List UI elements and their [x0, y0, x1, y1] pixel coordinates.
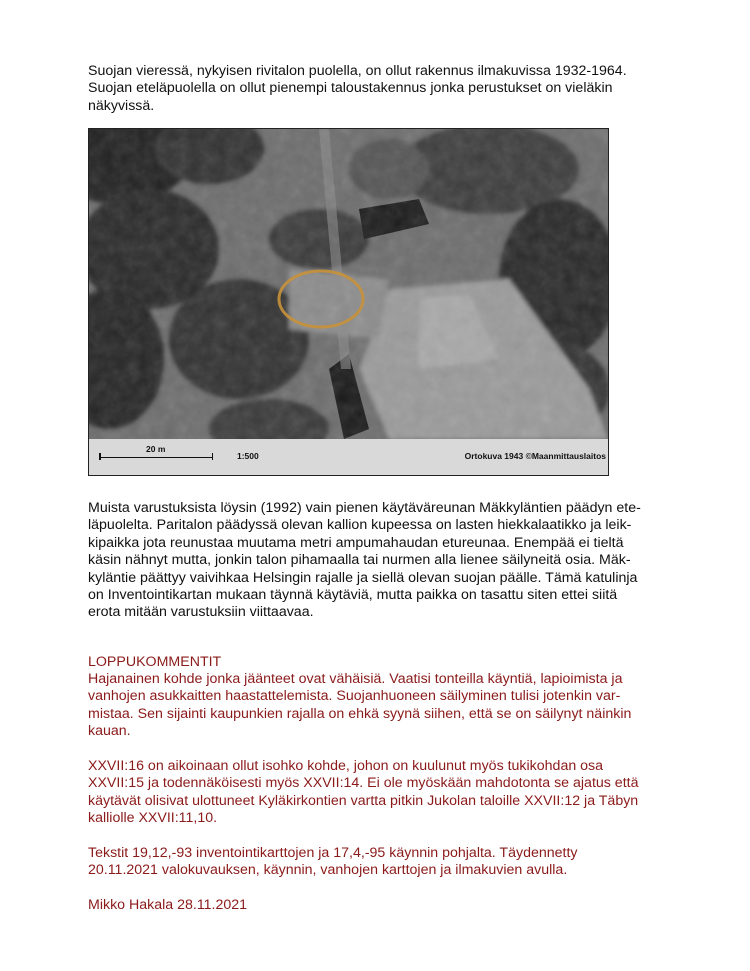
scale-ratio: 1:500: [237, 451, 259, 461]
author-signature: Mikko Hakala 28.11.2021: [88, 897, 248, 913]
comment-paragraph: [88, 845, 673, 880]
comment-paragraph: [88, 671, 673, 741]
text-line: kyläntie päättyy vaivihkaa Helsingin rajalle ja siellä olevan suojan päälle. Tämä katulinja: [88, 569, 638, 586]
text-line: erota mitään varustuksiin viittaavaa.: [88, 604, 314, 621]
text-line: Hajanainen kohde jonka jäänteet ovat vähäisiä. Vaatisi tonteilla käyntiä, lapioimista ja: [88, 671, 623, 687]
text-line: kipaikka jota reunustaa muutama metri ampumahaudan etureunaa. Enempää ei tieltä: [88, 534, 624, 551]
text-line: kauan.: [88, 723, 131, 740]
text-line: mistaa. Sen sijainti kaupunkien rajalla on ehkä syynä siihen, että se on säilynyt näinkin: [88, 705, 632, 722]
aerial-photo: [88, 128, 609, 476]
text-line: näkyvissä.: [88, 97, 155, 114]
text-line: vanhojen asukkaitten haastattelemista. Suojanhuoneen säilyminen tulisi jotenkin var-: [88, 688, 621, 705]
text-line: XXVII:15 ja todennäköisesti myös XXVII:14. Ei ole myöskään mahdotonta se ajatus että: [88, 775, 639, 792]
text-line: XXVII:16 on aikoinaan ollut isohko kohde, johon on kuulunut myös tukikohdan osa: [88, 758, 604, 774]
comment-paragraph: [88, 758, 673, 828]
photo-caption-bar: [89, 439, 608, 475]
text-line: Suojan eteläpuolella on ollut pienempi taloustakennus jonka perustukset on vieläkin: [88, 80, 613, 97]
photo-credit: Ortokuva 1943 ©Maanmittauslaitos: [464, 451, 606, 461]
text-line: on Inventointikartan mukaan täynnä käytäviä, mutta paikka on tasattu siten ettei siitä: [88, 587, 618, 604]
text-line: kalliolle XXVII:11,10.: [88, 810, 218, 827]
scale-bar-line: [99, 456, 213, 458]
scale-distance: 20 m: [146, 444, 166, 454]
body-paragraph: [88, 500, 673, 622]
text-line: Tekstit 19,12,-93 inventointikarttojen ja 17,4,-95 käynnin pohjalta. Täydennetty: [88, 845, 578, 861]
text-line: Muista varustuksista löysin (1992) vain pienen käytäväreunan Mäkkyläntien päädyn ete-: [88, 500, 641, 516]
text-line: Suojan vieressä, nykyisen rivitalon puolella, on ollut rakennus ilmakuvissa 1932-1964.: [88, 63, 627, 79]
aerial-image: [89, 129, 608, 439]
section-heading: LOPPUKOMMENTIT: [88, 654, 222, 670]
text-line: 20.11.2021 valokuvauksen, käynnin, vanhojen karttojen ja ilmakuvien avulla.: [88, 862, 568, 879]
text-line: käytävät olisivat ulottuneet Kyläkirkontien vartta pitkin Jukolan taloille XXVII:12 ja Täbyn: [88, 792, 639, 809]
intro-paragraph: [88, 63, 673, 115]
text-line: käsin nähnyt mutta, jonkin talon pihamaalla tai nurmen alla lienee säilyneitä osia. Mäk-: [88, 552, 631, 569]
text-line: läpuolelta. Paritalon päädyssä olevan kallion kupeessa on lasten hiekkalaatikko ja leik-: [88, 517, 632, 534]
